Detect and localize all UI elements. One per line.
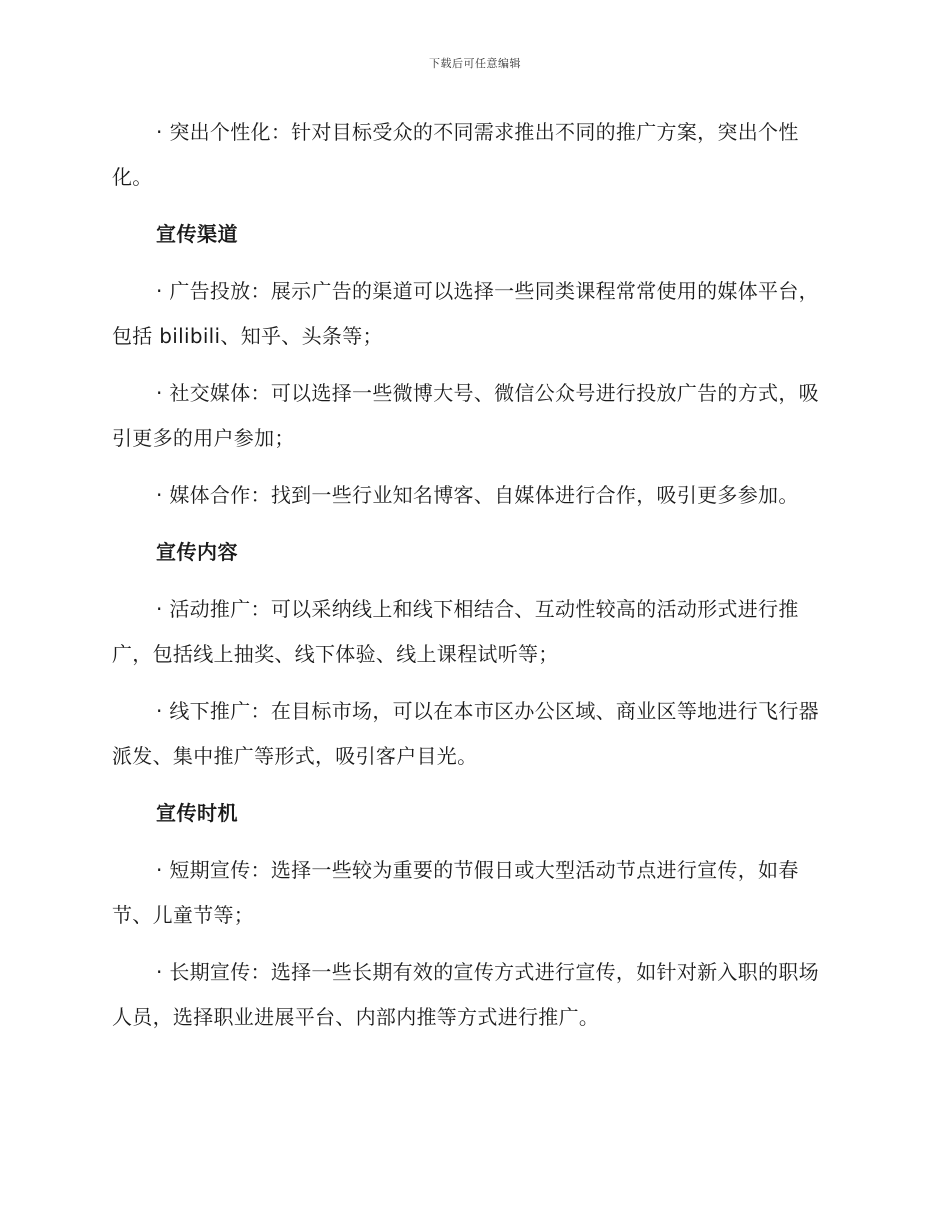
document-body: [112, 110, 822, 1052]
section-heading-content: 宣传内容: [156, 540, 238, 564]
section-heading-timing: 宣传时机: [156, 801, 238, 825]
section-heading-channels: 宣传渠道: [156, 222, 238, 246]
bullet-social-media: · 社交媒体：可以选择一些微博大号、微信公众号进行投放广告的方式，吸引更多的用户参加；: [112, 381, 819, 450]
bullet-personalization: · 突出个性化：针对目标受众的不同需求推出不同的推广方案，突出个性化。: [112, 120, 799, 189]
page-header: 下载后可任意编辑: [429, 57, 521, 70]
bullet-long-term: · 长期宣传：选择一些长期有效的宣传方式进行宣传，如针对新入职的职场人员，选择职业进展平台、内部内推等方式进行推广。: [112, 960, 819, 1029]
bullet-offline-promotion: · 线下推广：在目标市场，可以在本市区办公区域、商业区等地进行飞行器派发、集中推广等形式，吸引客户目光。: [112, 699, 819, 768]
bullet-short-term: · 短期宣传：选择一些较为重要的节假日或大型活动节点进行宣传，如春节、儿童节等；: [112, 858, 799, 927]
bullet-media-partnership: · 媒体合作：找到一些行业知名博客、自媒体进行合作，吸引更多参加。: [156, 483, 799, 507]
bullet-event-promotion: · 活动推广：可以采纳线上和线下相结合、互动性较高的活动形式进行推广，包括线上抽奖、线下体验、线上课程试听等；: [112, 597, 799, 666]
bullet-ad-placement: · 广告投放：展示广告的渠道可以选择一些同类课程常常使用的媒体平台，包括 bilibili、知乎、头条等；: [112, 279, 819, 348]
